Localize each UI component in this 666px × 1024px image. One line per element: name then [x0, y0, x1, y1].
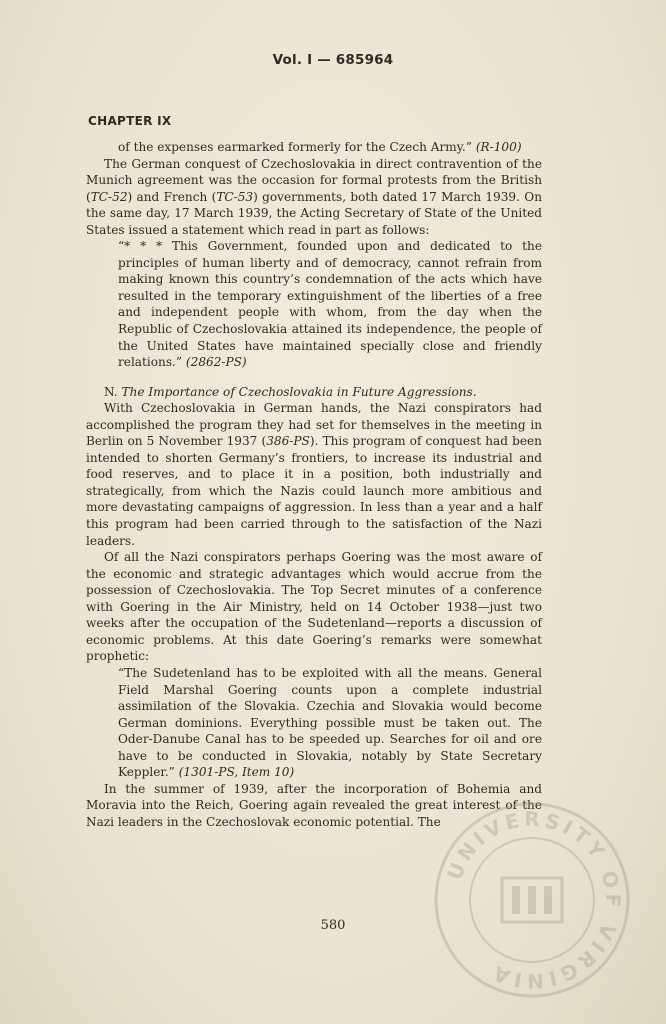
citation: 386-PS	[266, 434, 310, 449]
paragraph: In the summer of 1939, after the incorporation of Bohemia and Moravia into the Reich, Goering again revealed the great interest of the Nazi leaders in the Czechoslovak economic potential. The	[86, 781, 542, 829]
citation: TC-53	[216, 189, 254, 204]
paragraph: With Czechoslovakia in German hands, the Nazi conspirators had accomplished the program they had set for themselves in the meeting in Berlin on 5 November 1937 (386-PS). This program of conquest had been intended to shorten Germany’s frontiers, to increase its industrial and food reserves, and to place it in a position, both industrially and strategically, from which the Nazis could launch more ambitious and more devastating campaigns of aggression. In less than a year and a half this program had been carried through to the satisfaction of the Nazi leaders.	[86, 401, 542, 548]
citation: TC-52	[90, 189, 128, 204]
page-header: Vol. I — 685964	[272, 52, 394, 68]
citation: (2862-PS)	[185, 355, 247, 370]
svg-text:UNIVERSITY OF VIRGINIA: UNIVERSITY OF VIRGINIA	[442, 806, 626, 994]
block-quote: “The Sudetenland has to be exploited with all the means. General Field Marshal Goering counts upon a complete industrial assimilation of the Slovakia. Czechia and Slovakia would become German dominions. Everything possible must be taken out. The Oder-Danube Canal has to be speeded up. Searches for oil and ore have to be conducted in Slovakia, notably by State Secretary Keppler.” (1301-PS, Item 10)	[118, 665, 542, 780]
citation: (1301-PS, Item 10)	[178, 765, 295, 780]
paragraph: of the expenses earmarked formerly for the Czech Army.” (R-100)	[118, 140, 522, 154]
library-seal-stamp	[432, 800, 632, 1000]
page-number: 580	[320, 918, 346, 933]
document-body	[86, 139, 542, 830]
paragraph: Of all the Nazi conspirators perhaps Goering was the most aware of the economic and strategic advantages which would accrue from the possession of Czechoslovakia. The Top Secret minutes of a conference with Goering in the Air Ministry, held on 14 October 1938—just two weeks after the occupation of the Sudetenland—reports a discussion of economic problems. At this date Goering’s remarks were somewhat prophetic:	[86, 550, 542, 664]
chapter-label: CHAPTER IX	[88, 114, 172, 128]
block-quote: “* * * This Government, founded upon and dedicated to the principles of human liberty and of democracy, cannot refrain from making known this country’s condemnation of the acts which have resulted in the temporary extinguishment of the liberties of a free and independent people with whom, from the day when the Republic of Czechoslovakia attained its independence, the people of the United States have maintained specially close and friendly relations.” (2862-PS)	[118, 239, 542, 370]
section-heading: N. The Importance of Czechoslovakia in Future Aggressions.	[104, 384, 477, 399]
citation: (R-100)	[475, 140, 522, 154]
paragraph: The German conquest of Czechoslovakia in direct contravention of the Munich agreement was the occasion for formal protests from the British (TC-52) and French (TC-53) governments, both dated 17 March 1939. On the same day, 17 March 1939, the Acting Secretary of State of the United States issued a statement which read in part as follows:	[86, 156, 542, 237]
seal-icon	[432, 800, 632, 1000]
